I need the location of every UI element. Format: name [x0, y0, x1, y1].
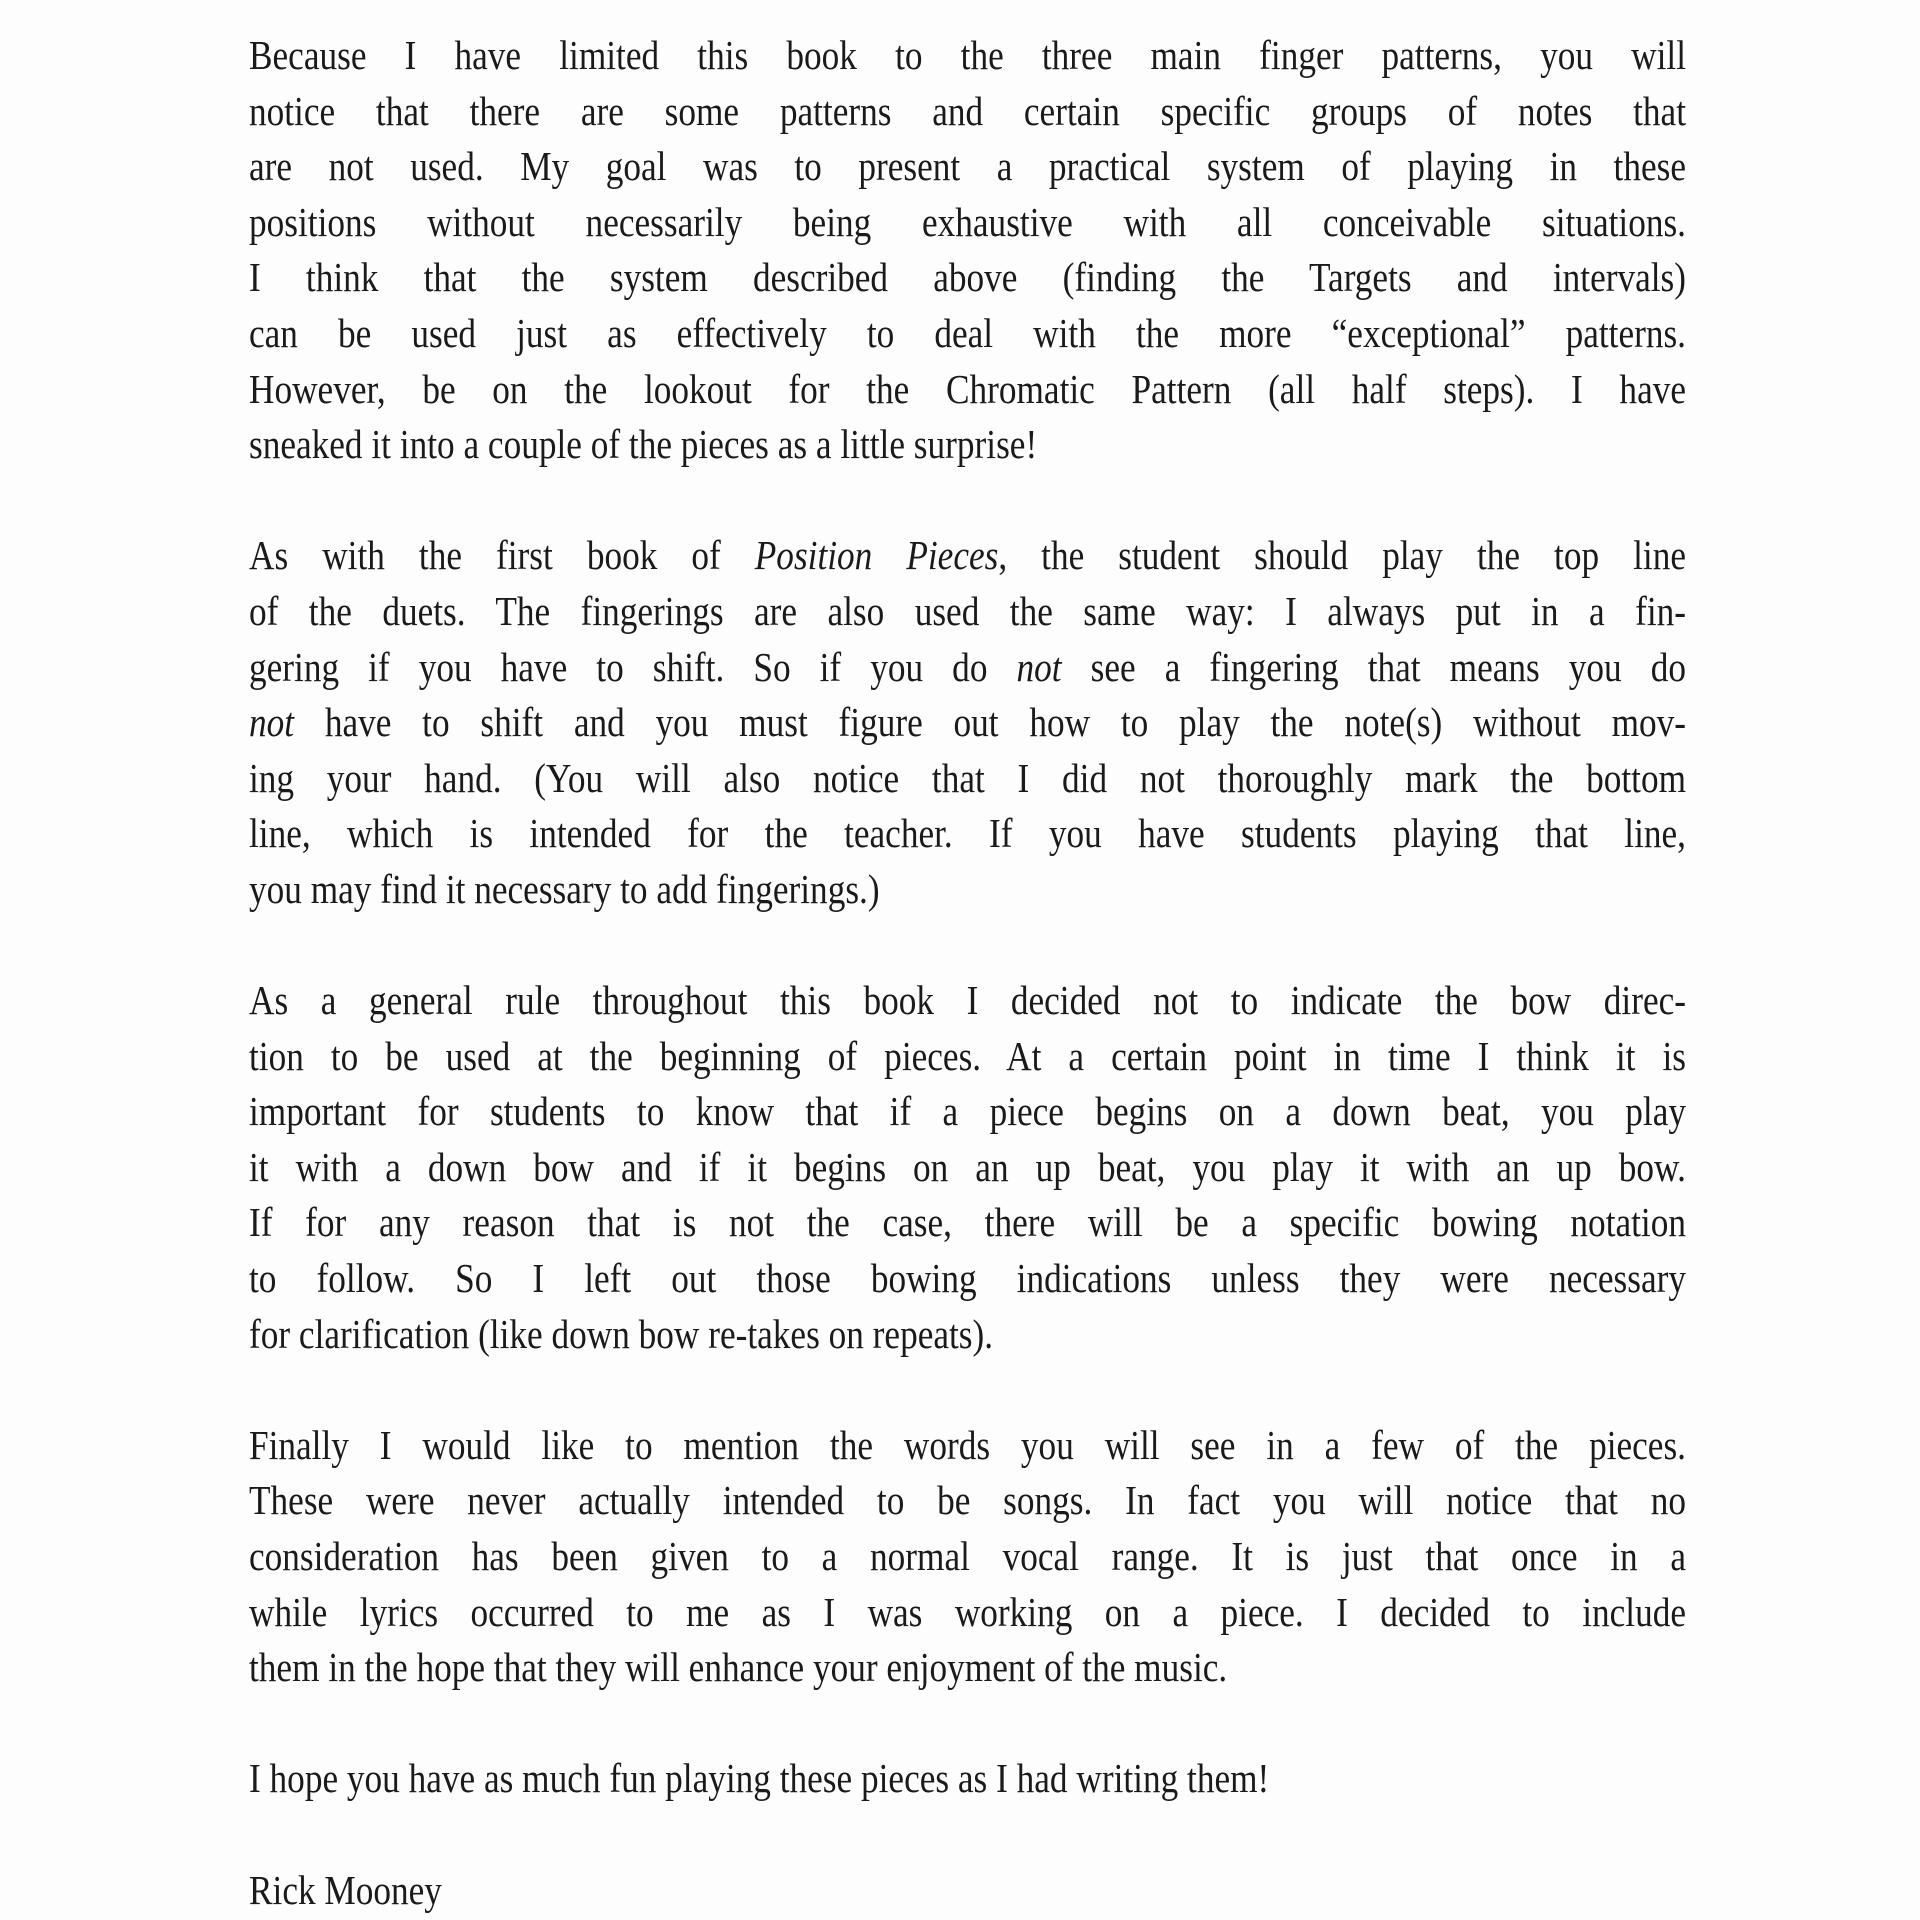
- italic-text: not: [249, 699, 295, 746]
- text-line: you may find it necessary to add fingerings.): [249, 865, 880, 912]
- text-line: positions without necessarily being exhaustive with all conceivable situations.: [249, 198, 1686, 245]
- text-line: of the duets. The fingerings are also used the same way: I always put in a fin-: [249, 587, 1686, 634]
- text-line: However, be on the lookout for the Chromatic Pattern (all half steps). I have: [249, 365, 1687, 412]
- text-line: it with a down bow and if it begins on an up beat, you play it with an up bow.: [249, 1143, 1686, 1190]
- text-line: line, which is intended for the teacher. If you have students playing that line,: [249, 810, 1686, 857]
- text-line: As a general rule throughout this book I decided not to indicate the bow direc-: [249, 977, 1687, 1024]
- text-line: Finally I would like to mention the words you will see in a few of the pieces.: [249, 1421, 1686, 1468]
- text-line: As with the first book of Position Pieces, the student should play the top line: [249, 532, 1686, 579]
- author-signature: Rick Mooney: [249, 1866, 442, 1913]
- text-line: If for any reason that is not the case, there will be a specific bowing notation: [249, 1199, 1686, 1246]
- text-line: notice that there are some patterns and certain specific groups of notes that: [249, 87, 1686, 134]
- paragraph: [249, 973, 1686, 1362]
- text-line: gering if you have to shift. So if you do not see a fingering that means you do: [249, 643, 1687, 690]
- text-line: Because I have limited this book to the three main finger patterns, you will: [249, 32, 1686, 78]
- paragraph: [249, 28, 1686, 473]
- document-page: [249, 28, 1686, 1918]
- text-line: for clarification (like down bow re-takes on repeats).: [249, 1310, 994, 1357]
- paragraph: [249, 1751, 1686, 1807]
- paragraph: [249, 528, 1686, 917]
- italic-text: Position Pieces: [754, 532, 999, 579]
- text-line: consideration has been given to a normal vocal range. It is just that once in a: [249, 1533, 1687, 1580]
- text-line: to follow. So I left out those bowing indications unless they were necessary: [249, 1255, 1686, 1302]
- italic-text: not: [1016, 643, 1062, 690]
- text-line: tion to be used at the beginning of pieces. At a certain point in time I think it is: [249, 1032, 1686, 1079]
- text-line: them in the hope that they will enhance your enjoyment of the music.: [249, 1644, 1228, 1691]
- text-line: can be used just as effectively to deal with the more “exceptional” patterns.: [249, 309, 1687, 356]
- text-line: I hope you have as much fun playing these pieces as I had writing them!: [249, 1755, 1270, 1802]
- text-line: These were never actually intended to be songs. In fact you will notice that no: [249, 1477, 1686, 1524]
- text-line: while lyrics occurred to me as I was working on a piece. I decided to include: [249, 1588, 1687, 1635]
- text-line: not have to shift and you must figure out how to play the note(s) without mov-: [249, 699, 1686, 746]
- paragraph: [249, 1418, 1686, 1696]
- text-line: important for students to know that if a piece begins on a down beat, you play: [249, 1088, 1687, 1135]
- text-line: sneaked it into a couple of the pieces as a little surprise!: [249, 421, 1038, 468]
- text-line: ing your hand. (You will also notice that I did not thoroughly mark the bottom: [249, 754, 1687, 801]
- text-line: I think that the system described above (finding the Targets and intervals): [249, 254, 1687, 301]
- text-line: are not used. My goal was to present a practical system of playing in these: [249, 143, 1686, 190]
